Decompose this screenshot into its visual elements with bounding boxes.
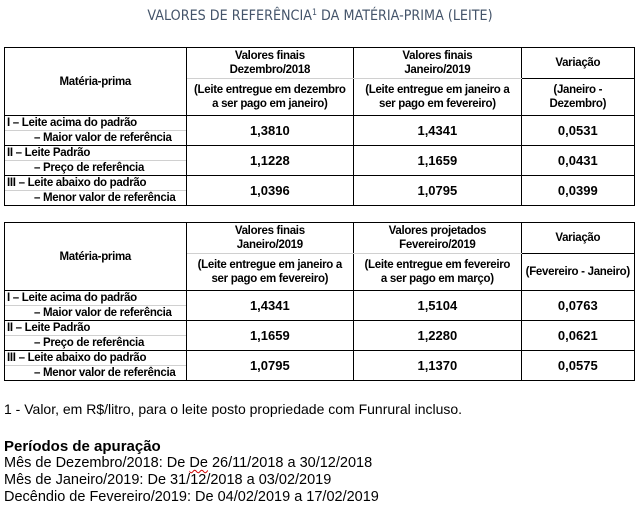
header-col2-line1: Valores finais	[234, 50, 305, 62]
value-variacao: 0,0399	[521, 176, 634, 206]
reference-table-dec-jan	[4, 47, 635, 206]
header-col3-line2: Fevereiro/2019	[399, 239, 476, 251]
value-janeiro: 1,0795	[186, 351, 354, 381]
table-row	[5, 291, 635, 321]
header-col3-sub	[354, 79, 522, 116]
value-janeiro: 1,4341	[354, 116, 522, 146]
page-title	[38, 8, 601, 24]
title-text-after: DA MATÉRIA-PRIMA (LEITE)	[317, 8, 493, 24]
periods-heading: Períodos de apuração	[4, 438, 161, 455]
header-col2	[186, 48, 354, 79]
header-col2-line2: Dezembro/2018	[229, 64, 311, 76]
header-col2-line1: Valores finais	[234, 225, 305, 237]
row-label	[5, 146, 187, 176]
value-variacao: 0,0431	[521, 146, 634, 176]
periods-section	[4, 438, 379, 506]
row-label-line2: – Preço de referência	[34, 162, 145, 174]
period-fevereiro: Decêndio de Fevereiro/2019: De 04/02/2019 a 17/02/2019	[4, 489, 379, 505]
header-col2-sub	[186, 79, 354, 116]
value-dezembro: 1,0396	[186, 176, 354, 206]
reference-table-jan-feb	[4, 222, 635, 381]
header-col3-sub2: ser pago em fevereiro)	[378, 98, 496, 110]
header-col3	[354, 223, 522, 254]
period-dezembro-range: 26/11/2018 a 30/12/2018	[207, 455, 373, 471]
value-fevereiro: 1,2280	[354, 321, 522, 351]
header-col3-line2: Janeiro/2019	[404, 64, 471, 76]
row-label-line1: III – Leite abaixo do padrão	[5, 351, 186, 366]
period-janeiro: Mês de Janeiro/2019: De 31/12/2018 a 03/02/2019	[4, 472, 332, 488]
footnote: 1 - Valor, em R$/litro, para o leite posto propriedade com Funrural incluso.	[4, 401, 463, 417]
value-variacao: 0,0575	[521, 351, 634, 381]
row-label-line2: – Menor valor de referência	[34, 367, 176, 379]
header-col4-sub	[521, 79, 634, 116]
header-variacao: Variação	[521, 223, 634, 254]
value-janeiro: 1,1659	[186, 321, 354, 351]
row-label-line2: – Maior valor de referência	[34, 307, 172, 319]
value-fevereiro: 1,5104	[354, 291, 522, 321]
value-dezembro: 1,3810	[186, 116, 354, 146]
header-col3-sub2: a ser pago em março)	[380, 273, 494, 285]
title-footnote-marker: 1	[311, 8, 318, 18]
table-row	[5, 116, 635, 146]
row-label-line1: II – Leite Padrão	[5, 321, 186, 336]
header-col3-sub	[354, 254, 522, 291]
table-row	[5, 146, 635, 176]
row-label-line1: I – Leite acima do padrão	[5, 116, 186, 131]
row-label-line2: – Maior valor de referência	[34, 132, 172, 144]
header-variacao: Variação	[521, 48, 634, 79]
header-col2-sub1: (Leite entregue em dezembro	[193, 84, 346, 96]
header-col2-sub	[186, 254, 354, 291]
header-col3	[354, 48, 522, 79]
value-janeiro: 1,4341	[186, 291, 354, 321]
header-col2-sub2: a ser pago em janeiro)	[212, 98, 328, 110]
row-label	[5, 351, 187, 381]
table-row	[5, 351, 635, 381]
row-label-line1: I – Leite acima do padrão	[5, 291, 186, 306]
row-label	[5, 321, 187, 351]
header-col4-sub1: (Janeiro -	[553, 84, 603, 96]
value-variacao: 0,0763	[521, 291, 634, 321]
row-label-line2: – Preço de referência	[34, 337, 145, 349]
value-variacao: 0,0531	[521, 116, 634, 146]
row-label	[5, 291, 187, 321]
value-janeiro: 1,0795	[354, 176, 522, 206]
row-label	[5, 116, 187, 146]
header-materia-prima: Matéria-prima	[5, 223, 187, 291]
row-label-line1: II – Leite Padrão	[5, 146, 186, 161]
header-col2-line2: Janeiro/2019	[236, 239, 303, 251]
header-col3-sub1: (Leite entregue em fevereiro	[364, 259, 511, 271]
value-dezembro: 1,1228	[186, 146, 354, 176]
header-col2	[186, 223, 354, 254]
period-dezembro-text: Mês de Dezembro/2018: De	[4, 455, 190, 471]
header-col4-sub	[521, 254, 634, 291]
header-col3-line1: Valores finais	[402, 50, 473, 62]
value-variacao: 0,0621	[521, 321, 634, 351]
value-janeiro: 1,1659	[354, 146, 522, 176]
header-col4-sub2: Dezembro)	[549, 98, 607, 110]
row-label	[5, 176, 187, 206]
table-row	[5, 176, 635, 206]
table-row	[5, 321, 635, 351]
spellcheck-flagged-word: De	[189, 455, 208, 471]
period-dezembro	[4, 455, 379, 472]
header-col3-line1: Valores projetados	[388, 225, 487, 237]
row-label-line1: III – Leite abaixo do padrão	[5, 176, 186, 191]
header-col2-sub1: (Leite entregue em janeiro a	[197, 259, 342, 271]
title-text: VALORES DE REFERÊNCIA	[147, 8, 312, 24]
header-materia-prima: Matéria-prima	[5, 48, 187, 116]
row-label-line2: – Menor valor de referência	[34, 192, 176, 204]
header-col3-sub1: (Leite entregue em janeiro a	[365, 84, 510, 96]
header-col2-sub2: ser pago em fevereiro)	[211, 273, 329, 285]
value-fevereiro: 1,1370	[354, 351, 522, 381]
header-col4-sub1: (Fevereiro - Janeiro)	[525, 266, 630, 278]
